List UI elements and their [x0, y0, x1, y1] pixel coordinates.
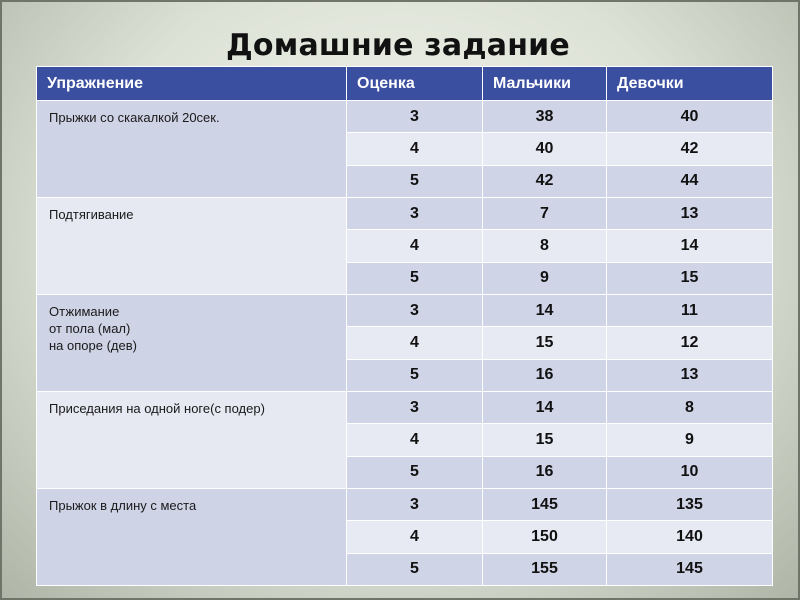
- exercise-name-cell: [37, 391, 347, 488]
- table-header-row: [37, 67, 773, 101]
- girls-value-cell: 13: [607, 359, 773, 391]
- boys-value-cell: 145: [483, 488, 607, 520]
- homework-table: [36, 66, 773, 586]
- exercise-name-line: Подтягивание: [49, 206, 134, 222]
- table-row: [37, 488, 773, 520]
- grade-cell: 3: [347, 294, 483, 326]
- girls-value-cell: 42: [607, 133, 773, 165]
- exercise-name-line: на опоре (дев): [49, 337, 137, 353]
- grade-cell: 3: [347, 101, 483, 133]
- boys-value-cell: 155: [483, 553, 607, 585]
- exercise-name-cell: [37, 488, 347, 585]
- girls-value-cell: 15: [607, 262, 773, 294]
- table-row: [37, 391, 773, 423]
- girls-value-cell: 9: [607, 424, 773, 456]
- boys-value-cell: 8: [483, 230, 607, 262]
- girls-value-cell: 140: [607, 521, 773, 553]
- grade-cell: 5: [347, 553, 483, 585]
- exercise-name-line: от пола (мал): [49, 320, 131, 336]
- grade-cell: 5: [347, 456, 483, 488]
- boys-value-cell: 150: [483, 521, 607, 553]
- grade-cell: 5: [347, 165, 483, 197]
- table-row: [37, 197, 773, 229]
- boys-value-cell: 42: [483, 165, 607, 197]
- exercise-name-line: Прыжки со скакалкой 20сек.: [49, 110, 220, 125]
- exercise-name-line: Прыжок в длину с места: [49, 497, 197, 513]
- boys-value-cell: 38: [483, 101, 607, 133]
- girls-value-cell: 13: [607, 197, 773, 229]
- grade-cell: 3: [347, 391, 483, 423]
- girls-value-cell: 40: [607, 101, 773, 133]
- grade-cell: 3: [347, 197, 483, 229]
- table-row: [37, 294, 773, 326]
- boys-value-cell: 14: [483, 294, 607, 326]
- girls-value-cell: 12: [607, 327, 773, 359]
- table-row: [37, 101, 773, 133]
- exercise-name-cell: [37, 294, 347, 391]
- boys-value-cell: 40: [483, 133, 607, 165]
- boys-value-cell: 16: [483, 456, 607, 488]
- exercise-name-cell: [37, 197, 347, 294]
- boys-value-cell: 16: [483, 359, 607, 391]
- grade-cell: 4: [347, 424, 483, 456]
- grade-cell: 3: [347, 488, 483, 520]
- grade-cell: 5: [347, 262, 483, 294]
- column-header-grade: Оценка: [347, 67, 483, 101]
- exercise-name-line: Отжимание: [49, 303, 120, 319]
- boys-value-cell: 14: [483, 391, 607, 423]
- boys-value-cell: 15: [483, 327, 607, 359]
- girls-value-cell: 44: [607, 165, 773, 197]
- grade-cell: 4: [347, 521, 483, 553]
- exercise-name-line: Приседания на одной ноге(с подер): [49, 400, 265, 416]
- grade-cell: 5: [347, 359, 483, 391]
- boys-value-cell: 9: [483, 262, 607, 294]
- girls-value-cell: 135: [607, 488, 773, 520]
- column-header-boys: Мальчики: [483, 67, 607, 101]
- column-header-exercise: Упражнение: [37, 67, 347, 101]
- slide-title: Домашние задание: [226, 28, 570, 63]
- girls-value-cell: 8: [607, 391, 773, 423]
- table-body: [37, 101, 773, 586]
- column-header-girls: Девочки: [607, 67, 773, 101]
- grade-cell: 4: [347, 230, 483, 262]
- boys-value-cell: 15: [483, 424, 607, 456]
- grade-cell: 4: [347, 133, 483, 165]
- boys-value-cell: 7: [483, 197, 607, 229]
- grade-cell: 4: [347, 327, 483, 359]
- girls-value-cell: 11: [607, 294, 773, 326]
- girls-value-cell: 14: [607, 230, 773, 262]
- girls-value-cell: 10: [607, 456, 773, 488]
- girls-value-cell: 145: [607, 553, 773, 585]
- exercise-name-cell: [37, 101, 347, 198]
